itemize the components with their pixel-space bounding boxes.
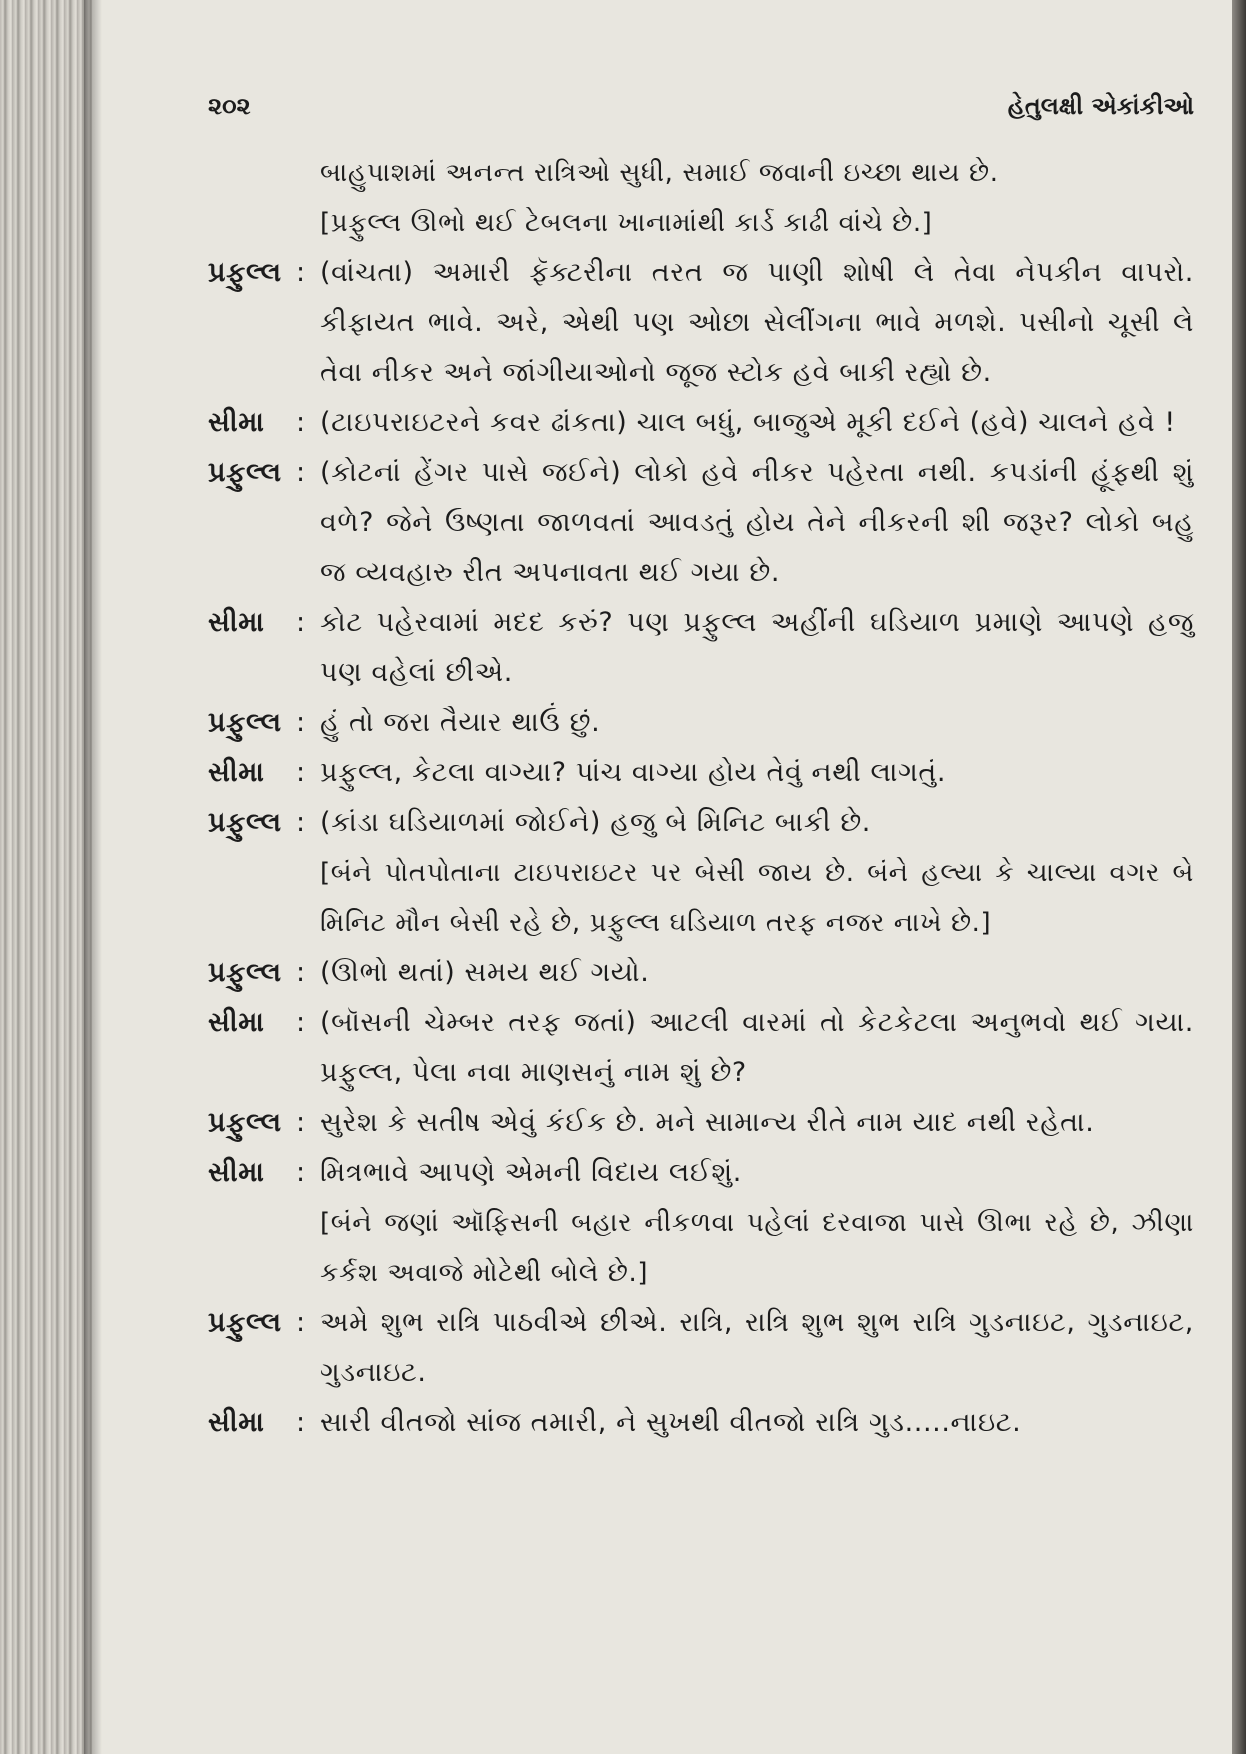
dialogue-line: [208, 1298, 1194, 1398]
stage-direction: [208, 1198, 1194, 1298]
speaker-colon: :: [296, 1407, 306, 1438]
speaker-name: પ્રફુલ્લ: [208, 807, 282, 838]
dialogue-text: હું તો જરા તૈયાર થાઉં છું.: [320, 707, 601, 738]
speaker-colon: :: [296, 257, 306, 288]
dialogue-line: [208, 1098, 1194, 1148]
speaker-colon: :: [296, 757, 306, 788]
dialogue-line: [208, 698, 1194, 748]
speaker-colon: :: [296, 1157, 306, 1188]
dialogue-text: (બૉસની ચેમ્બર તરફ જતાં) આટલી વારમાં તો કેટકેટલા અનુભવો થઈ ગયા. પ્રફુલ્લ, પેલા નવા માણસનું નામ શું છે?: [320, 1007, 1194, 1088]
dialogue-line: [208, 1148, 1194, 1198]
speaker-name: પ્રફુલ્લ: [208, 257, 282, 288]
dialogue-text: સુરેશ કે સતીષ એવું કંઈક છે. મને સામાન્ય રીતે નામ યાદ નથી રહેતા.: [320, 1107, 1095, 1138]
speaker-colon: :: [296, 607, 306, 638]
book-page: [92, 0, 1232, 1754]
dialogue-text: પ્રફુલ્લ, કેટલા વાગ્યા? પાંચ વાગ્યા હોય તેવું નથી લાગતું.: [320, 757, 947, 788]
speaker-name: [208, 1198, 296, 1298]
speaker-name: સીમા: [208, 407, 265, 438]
dialogue-line: [208, 248, 1194, 398]
speaker-colon: :: [296, 457, 306, 488]
spine-shadow: [84, 0, 102, 1754]
dialogue-text: (વાંચતા) અમારી ફૅક્ટરીના તરત જ પાણી શોષી લે તેવા નેપકીન વાપરો. કીફાયત ભાવે. અરે, એથી પણ ઓછા સેલીંગના ભાવે મળશે. પસીનો ચૂસી લે તેવા નીકર અને જાંગીયાઓનો જૂજ સ્ટોક હવે બાકી રહ્યો છે.: [320, 257, 1194, 388]
speaker-colon: [296, 1198, 320, 1298]
dialogue-text: (ટાઇપરાઇટરને કવર ઢાંકતા) ચાલ બધું, બાજુએ મૂકી દઈને (હવે) ચાલને હવે !: [320, 407, 1176, 438]
dialogue-text: અમે શુભ રાત્રિ પાઠવીએ છીએ. રાત્રિ, રાત્રિ શુભ શુભ રાત્રિ ગુડનાઇટ, ગુડનાઇટ, ગુડનાઇટ.: [320, 1307, 1194, 1388]
speaker-name: સીમા: [208, 1157, 265, 1188]
speaker-colon: :: [296, 957, 306, 988]
dialogue-body: [208, 148, 1194, 1448]
dialogue-line: [208, 998, 1194, 1098]
stage-direction-text: બાહુપાશમાં અનન્ત રાત્રિઓ સુધી, સમાઈ જવાની ઇચ્છા થાય છે.: [320, 158, 999, 188]
stage-direction-text: [પ્રફુલ્લ ઊભો થઈ ટેબલના ખાનામાંથી કાર્ડ કાઢી વાંચે છે.]: [320, 208, 933, 238]
dialogue-text: મિત્રભાવે આપણે એમની વિદાય લઈશું.: [320, 1157, 742, 1188]
dialogue-line: [208, 598, 1194, 698]
stage-direction-text: [બંને જણાં ઑફિસની બહાર નીકળવા પહેલાં દરવાજા પાસે ઊભા રહે છે, ઝીણા કર્કશ અવાજે મોટેથી બોલે છે.]: [320, 1208, 1194, 1288]
speaker-name: [208, 148, 296, 198]
speaker-name: પ્રફુલ્લ: [208, 457, 282, 488]
speaker-colon: :: [296, 1307, 306, 1338]
speaker-colon: :: [296, 1007, 306, 1038]
speaker-name: સીમા: [208, 1007, 265, 1038]
speaker-name: પ્રફુલ્લ: [208, 707, 282, 738]
page-edges: [0, 0, 92, 1754]
dialogue-text: કોટ પહેરવામાં મદદ કરું? પણ પ્રફુલ્લ અહીંની ઘડિયાળ પ્રમાણે આપણે હજુ પણ વહેલાં છીએ.: [320, 607, 1194, 688]
stage-direction-text: [બંને પોતપોતાના ટાઇપરાઇટર પર બેસી જાય છે. બંને હલ્યા કે ચાલ્યા વગર બે મિનિટ મૌન બેસી રહે છે, પ્રફુલ્લ ઘડિયાળ તરફ નજર નાખે છે.]: [320, 858, 1194, 938]
speaker-name: [208, 198, 296, 248]
speaker-name: સીમા: [208, 757, 265, 788]
dialogue-text: (ઊભો થતાં) સમય થઈ ગયો.: [320, 957, 650, 988]
speaker-colon: [296, 198, 320, 248]
page-header: [208, 92, 1194, 120]
running-title: હેતુલક્ષી એકાંકીઓ: [1007, 92, 1194, 120]
speaker-name: પ્રફુલ્લ: [208, 1307, 282, 1338]
speaker-colon: [296, 848, 320, 948]
page-edge-right: [1232, 0, 1246, 1754]
stage-direction: [208, 148, 1194, 198]
speaker-name: સીમા: [208, 607, 265, 638]
speaker-colon: :: [296, 707, 306, 738]
stage-direction: [208, 848, 1194, 948]
speaker-name: પ્રફુલ્લ: [208, 957, 282, 988]
dialogue-line: [208, 798, 1194, 848]
dialogue-line: [208, 1398, 1194, 1448]
speaker-name: પ્રફુલ્લ: [208, 1107, 282, 1138]
dialogue-text: (કોટનાં હેંગર પાસે જઈને) લોકો હવે નીકર પહેરતા નથી. કપડાંની હૂંફથી શું વળે? જેને ઉષ્ણતા જાળવતાં આવડતું હોય તેને નીકરની શી જરૂર? લોકો બહુ જ વ્યવહારુ રીત અપનાવતા થઈ ગયા છે.: [320, 457, 1194, 588]
speaker-name: [208, 848, 296, 948]
stage-direction: [208, 198, 1194, 248]
dialogue-line: [208, 948, 1194, 998]
speaker-colon: :: [296, 407, 306, 438]
speaker-colon: [296, 148, 320, 198]
speaker-colon: :: [296, 807, 306, 838]
dialogue-line: [208, 448, 1194, 598]
dialogue-text: (કાંડા ઘડિયાળમાં જોઈને) હજુ બે મિનિટ બાકી છે.: [320, 807, 871, 838]
dialogue-text: સારી વીતજો સાંજ તમારી, ને સુખથી વીતજો રાત્રિ ગુડ.....નાઇટ.: [320, 1407, 1022, 1438]
dialogue-line: [208, 398, 1194, 448]
speaker-name: સીમા: [208, 1407, 265, 1438]
speaker-colon: :: [296, 1107, 306, 1138]
page-number: ૨૦૨: [208, 92, 251, 120]
dialogue-line: [208, 748, 1194, 798]
